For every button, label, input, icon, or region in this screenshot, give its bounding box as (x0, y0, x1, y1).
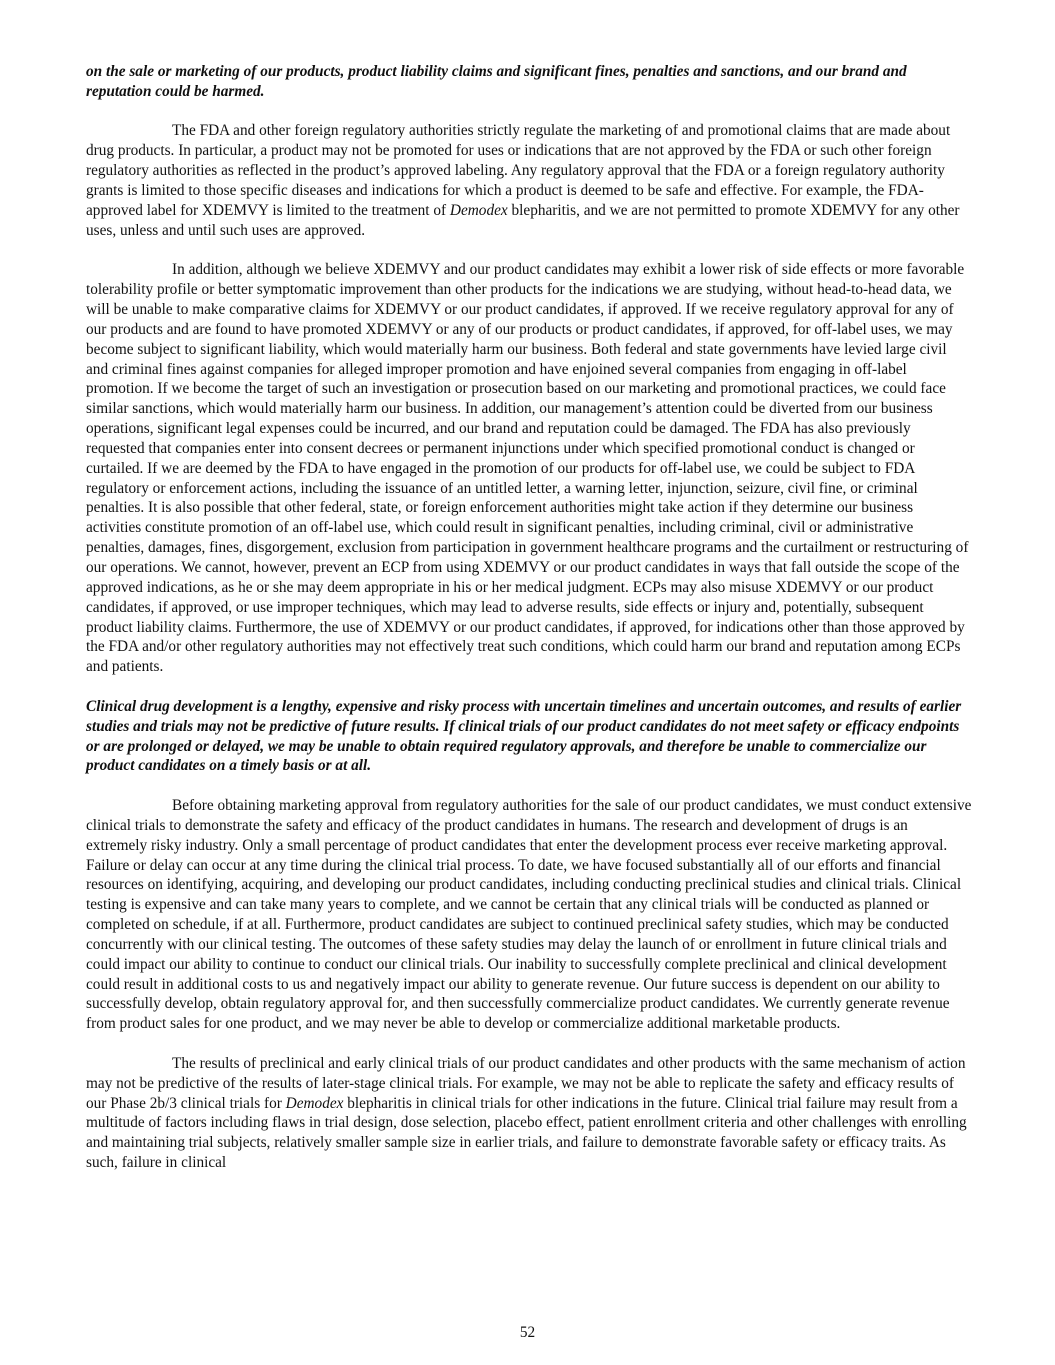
document-page (86, 62, 972, 1173)
paragraph-preclinical-results-text-b: blepharitis in clinical trials for other indications in the future. Clinical trial failure may result from a multitude of factors including flaws in trial design, dose selection, placebo effect, patient enrollment criteria and other challenges with enrolling and maintaining trial subjects, relatively smaller sample size in earlier trials, and failure to demonstrate favorable safety or efficacy traits. As such, failure in clinical (86, 1094, 967, 1172)
paragraph-preclinical-results (86, 1054, 972, 1173)
demodex-term: Demodex (285, 1094, 344, 1112)
paragraph-fda-regulation (86, 121, 972, 240)
demodex-term: Demodex (449, 201, 508, 219)
paragraph-clinical-trials: Before obtaining marketing approval from regulatory authorities for the sale of our product candidates, we must conduct extensive clinical trials to demonstrate the safety and efficacy of the product candidates in humans. The research and development of drugs is an extremely risky industry. Only a small percentage of product candidates that enter the development process ever receive marketing approval. Failure or delay can occur at any time during the clinical trial process. To date, we have focused substantially all of our efforts and financial resources on identifying, acquiring, and developing our product candidates, including conducting preclinical studies and clinical trials. Clinical testing is expensive and can take many years to complete, and we cannot be certain that any clinical trials will be conducted as planned or completed on schedule, if at all. Furthermore, product candidates are subject to continued preclinical safety studies, which may be conducted concurrently with our clinical testing. The outcomes of these safety studies may delay the launch of or enrollment in future clinical trials and could impact our ability to continue to conduct our clinical trials. Our inability to successfully complete preclinical and clinical development could result in additional costs to us and negatively impact our ability to generate revenue. Our future success is dependent on our ability to successfully develop, obtain regulatory approval for, and then successfully commercialize product candidates. We currently generate revenue from product sales for one product, and we may never be able to develop or commercialize additional marketable products. (86, 797, 972, 1033)
paragraph-fda-regulation-text-a: The FDA and other foreign regulatory authorities strictly regulate the marketing of and promotional claims that are made about drug products. In particular, a product may not be promoted for uses or indications that are not approved by the FDA or such other foreign regulatory authorities as reflected in the product’s approved labeling. Any regulatory approval that the FDA or a foreign regulatory authority grants is limited to those specific diseases and indications for which a product is deemed to be safe and effective. For example, the FDA-approved label for XDEMVY is limited to the treatment of (86, 122, 951, 219)
section-heading-continued: on the sale or marketing of our products, product liability claims and significant fines, penalties and sanctions, and our brand and reputation could be harmed. (86, 63, 907, 100)
page-number: 52 (519, 1324, 536, 1341)
section-heading-clinical-development: Clinical drug development is a lengthy, expensive and risky process with uncertain timelines and uncertain outcomes, and results of earlier studies and trials may not be predictive of future results. If clinical trials of our product candidates do not meet safety or efficacy endpoints or are prolonged or delayed, we may be unable to obtain required regulatory approvals, and therefore be unable to commercialize our product candidates on a timely basis or at all. (86, 697, 962, 775)
paragraph-preclinical-results-text-a: The results of preclinical and early clinical trials of our product candidates and other products with the same mechanism of action may not be predictive of the results of later-stage clinical trials. For example, we may not be able to replicate the safety and efficacy results of our Phase 2b/3 clinical trials for (86, 1054, 966, 1112)
paragraph-off-label-promotion: In addition, although we believe XDEMVY and our product candidates may exhibit a lower risk of side effects or more favorable tolerability profile or better symptomatic improvement than other products for the indications we are studying, without head-to-head data, we will be unable to make comparative claims for XDEMVY or our product candidates, if approved. If we receive regulatory approval for any of our products and are found to have promoted XDEMVY or any of our products or product candidates, if approved, for off-label uses, we may become subject to significant liability, which would materially harm our business. Both federal and state governments have levied large civil and criminal fines against companies for alleged improper promotion and have enjoined several companies from engaging in off-label promotion. If we become the target of such an investigation or prosecution based on our marketing and promotional practices, we could face similar sanctions, which would materially harm our business. In addition, our management’s attention could be diverted from our business operations, significant legal expenses could be incurred, and our brand and reputation could be damaged. The FDA has also previously requested that companies enter into consent decrees or permanent injunctions under which specified promotional conduct is changed or curtailed. If we are deemed by the FDA to have engaged in the promotion of our products for off-label use, we could be subject to FDA regulatory or enforcement actions, including the issuance of an untitled letter, a warning letter, injunction, seizure, civil fine, or criminal penalties. It is also possible that other federal, state, or foreign enforcement authorities might take action if they determine our business activities constitute promotion of an off-label use, which could result in significant penalties, including criminal, civil or administrative penalties, damages, fines, disgorgement, exclusion from participation in government healthcare programs and the curtailment or restructuring of our operations. We cannot, however, prevent an ECP from using XDEMVY or our product candidates in ways that fall outside the scope of the approved indications, as he or she may deem appropriate in his or her medical judgment. ECPs may also misuse XDEMVY or our product candidates, if approved, or use improper techniques, which may lead to adverse results, side effects or injury and, potentially, subsequent product liability claims. Furthermore, the use of XDEMVY or our product candidates, if approved, for indications other than those approved by the FDA and/or other regulatory authorities may not effectively treat such conditions, which could harm our brand and reputation among ECPs and patients. (86, 261, 969, 676)
paragraph-fda-regulation-text-b: blepharitis, and we are not permitted to promote XDEMVY for any other uses, unless and until such uses are approved. (86, 201, 960, 239)
